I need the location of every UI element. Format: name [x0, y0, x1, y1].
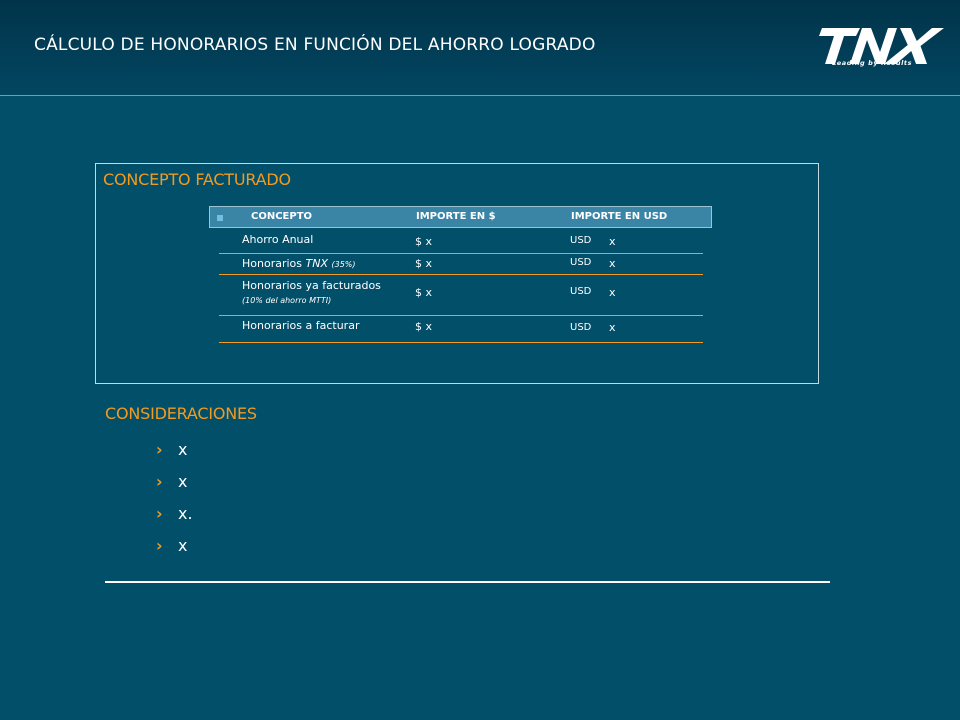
chevron-right-icon: › — [156, 536, 163, 555]
col-header-concepto: CONCEPTO — [251, 211, 313, 222]
row-currency: USD — [570, 257, 592, 268]
chevron-right-icon: › — [156, 472, 163, 491]
footer-divider — [105, 581, 830, 583]
row-usd: x — [609, 286, 616, 299]
row-label: Honorarios a facturar — [242, 319, 360, 332]
col-header-importe-pesos: IMPORTE EN $ — [416, 211, 496, 222]
concept-heading: CONCEPTO FACTURADO — [103, 170, 291, 189]
table-header — [209, 206, 712, 228]
row-label-prefix: Honorarios — [242, 257, 306, 270]
row-note: (10% del ahorro MTTI) — [242, 296, 332, 305]
row-pesos: $ x — [415, 235, 433, 248]
row-usd: x — [609, 321, 616, 334]
col-header-importe-usd: IMPORTE EN USD — [571, 211, 668, 222]
chevron-right-icon: › — [156, 504, 163, 523]
row-usd: x — [609, 235, 616, 248]
list-item-text: x — [178, 472, 188, 491]
list-item — [156, 536, 187, 555]
list-item-text: x — [178, 536, 188, 555]
table-row — [219, 274, 703, 316]
list-item — [156, 504, 193, 523]
row-label: Ahorro Anual — [242, 233, 314, 246]
row-label — [242, 257, 356, 270]
row-pesos: $ x — [415, 257, 433, 270]
page-title: CÁLCULO DE HONORARIOS EN FUNCIÓN DEL AHORRO LOGRADO — [34, 35, 596, 55]
row-currency: USD — [570, 235, 592, 246]
list-item-text: x. — [178, 504, 193, 523]
chevron-right-icon: › — [156, 440, 163, 459]
list-item-text: x — [178, 440, 188, 459]
row-currency: USD — [570, 286, 592, 297]
table-row — [219, 315, 703, 343]
square-bullet-icon — [217, 215, 223, 221]
tnx-logo — [810, 20, 945, 72]
row-pesos: $ x — [415, 286, 433, 299]
row-pesos: $ x — [415, 320, 433, 333]
row-currency: USD — [570, 322, 592, 333]
list-item — [156, 440, 187, 459]
row-label: Honorarios ya facturados — [242, 279, 381, 292]
logo-tagline: Leading by Results — [832, 59, 913, 67]
row-usd: x — [609, 257, 616, 270]
header-bar — [0, 0, 960, 96]
considerations-heading: CONSIDERACIONES — [105, 404, 257, 423]
row-label-note: (35%) — [331, 260, 356, 269]
table-row — [219, 229, 703, 254]
row-label-brand: TNX — [305, 257, 328, 270]
table-row — [219, 253, 703, 275]
list-item — [156, 472, 187, 491]
